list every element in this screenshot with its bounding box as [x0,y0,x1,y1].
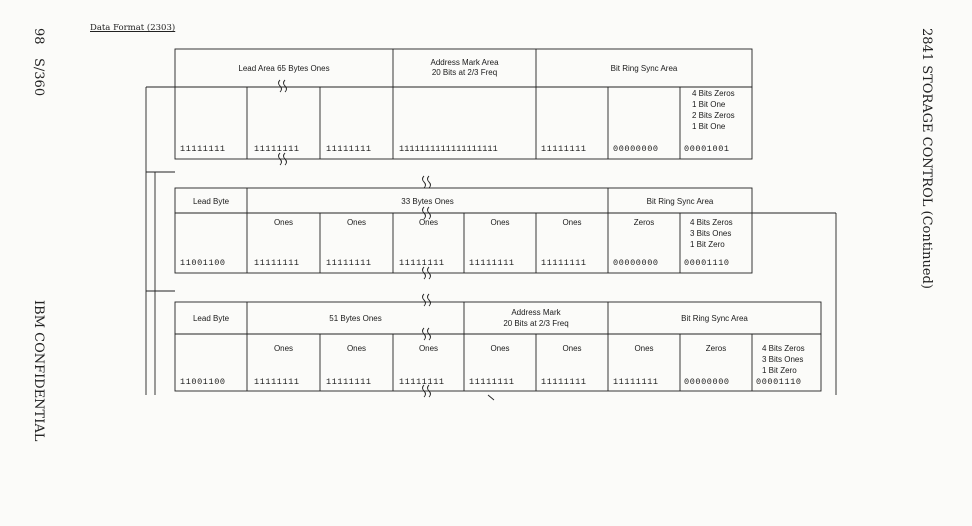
d2-bits-3: 11111111 [326,258,372,268]
d3-cell-4: Ones [490,344,510,353]
d3-cell-1: Ones [273,344,294,353]
chapter-title: 2841 STORAGE CONTROL (Continued) [919,28,934,289]
d2-cell-6: Zeros [633,218,655,227]
d1-bits-1: 11111111 [180,144,226,154]
d2-ones-label: 33 Bytes Ones [401,197,454,206]
page-title: Data Format (2303) [90,23,176,33]
d2-bits-8: 00001110 [684,258,730,268]
d2-cell-1: Ones [273,218,294,227]
d1-address-mark-label: Address Mark Area [430,58,499,67]
d1-ring-note-1: 4 Bits Zeros [692,89,735,98]
d3-cell-3: Ones [418,344,439,353]
d2-bits-6: 11111111 [541,258,587,268]
d3-ring-note-1: 4 Bits Zeros [762,344,805,353]
d2-lead-byte-label: Lead Byte [192,197,230,206]
d1-ring-note-2: 1 Bit One [692,100,726,109]
d2-bits-1: 11001100 [180,258,226,268]
d1-ring-note-3: 2 Bits Zeros [692,111,735,120]
d1-lead-area-label: Lead Area 65 Bytes Ones [238,64,330,73]
d3-ones-label: 51 Bytes Ones [329,314,382,323]
d2-ring-note-3: 1 Bit Zero [690,240,725,249]
d3-bits-4: 11111111 [399,377,445,387]
system-label: S/360 [31,58,46,97]
d2-cell-4: Ones [490,218,510,227]
page-number: 98 [31,28,46,45]
d2-bits-4: 11111111 [399,258,445,268]
d3-address-mark-label: Address Mark [511,308,561,317]
d2-cell-2: Ones [346,218,367,227]
d3-bits-2: 11111111 [254,377,300,387]
d3-bits-5: 11111111 [469,377,515,387]
d3-ring-note-3: 1 Bit Zero [762,366,797,375]
d2-cell-5: Ones [562,218,582,227]
d1-bits-6: 00000000 [613,144,659,154]
d1-bits-4: 1111111111111111111 [399,144,498,154]
d3-bits-8: 00000000 [684,377,730,387]
d3-address-mark-freq: 20 Bits at 2/3 Freq [503,319,569,328]
d3-bits-7: 11111111 [613,377,659,387]
d2-ring-note-2: 3 Bits Ones [690,229,732,238]
confidential-label: IBM CONFIDENTIAL [31,300,46,442]
d3-cell-6: Ones [634,344,654,353]
d2-bits-7: 00000000 [613,258,659,268]
d2-ring-note-1: 4 Bits Zeros [690,218,733,227]
d1-bits-2: 11111111 [254,144,300,154]
d2-bit-ring-label: Bit Ring Sync Area [646,197,714,206]
d1-bits-5: 11111111 [541,144,587,154]
d2-cell-3: Ones [418,218,439,227]
d3-bits-3: 11111111 [326,377,372,387]
d1-bit-ring-label: Bit Ring Sync Area [610,64,678,73]
d1-bits-3: 11111111 [326,144,372,154]
d3-ring-note-2: 3 Bits Ones [762,355,804,364]
d3-cell-2: Ones [346,344,367,353]
d1-ring-note-4: 1 Bit One [692,122,726,131]
d3-cell-7: Zeros [705,344,727,353]
d3-bits-9: 00001110 [756,377,802,387]
d3-bit-ring-label: Bit Ring Sync Area [681,314,748,323]
d3-bits-1: 11001100 [180,377,226,387]
d3-cell-5: Ones [562,344,582,353]
d3-bits-6: 11111111 [541,377,587,387]
d1-bits-7: 00001001 [684,144,730,154]
d1-address-mark-freq: 20 Bits at 2/3 Freq [431,68,498,77]
d2-bits-5: 11111111 [469,258,515,268]
d2-bits-2: 11111111 [254,258,300,268]
d3-lead-byte-label: Lead Byte [192,314,230,323]
